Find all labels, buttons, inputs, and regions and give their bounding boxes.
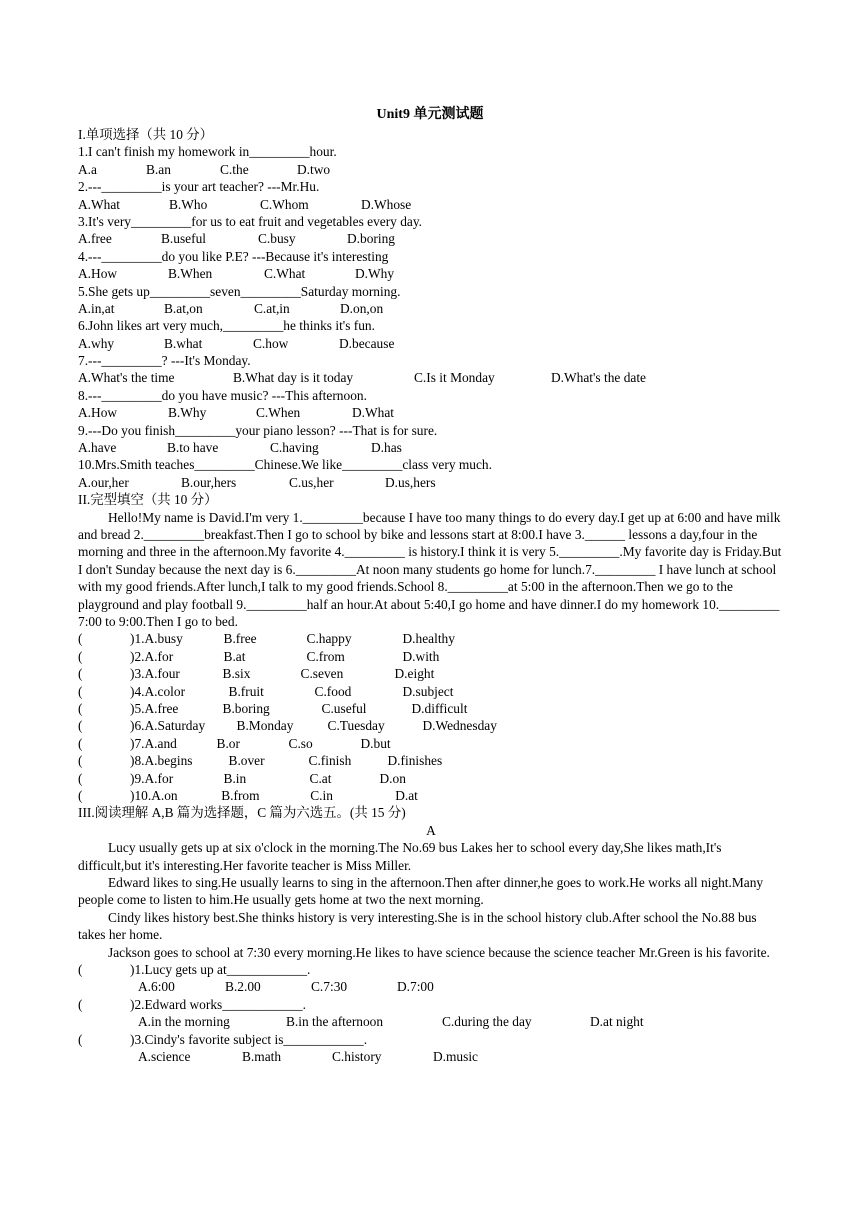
option: B.2.00 — [225, 979, 261, 995]
option: B.six — [222, 666, 251, 682]
s1-q8-options — [78, 404, 784, 421]
option: B.an — [146, 161, 171, 177]
reading-paragraph: Lucy usually gets up at six o'clock in the morning.The No.69 bus Lakes her to school every day,She likes math,It's difficult,but it's interesting.Her favorite teacher is Miss Miller. — [78, 840, 722, 873]
answer-paren: ( — [78, 961, 83, 977]
reading-paragraph: Jackson goes to school at 7:30 every morning.He likes to have science because the science teacher Mr.Green is his favorite. — [108, 944, 770, 960]
option: B.in — [223, 770, 247, 786]
option: A.our,her — [78, 474, 129, 490]
reading-paragraph: Edward likes to sing.He usually learns to sing in the afternoon.Then after dinner,he goes to work.He works all night.Many people come to listen to him.He usually gets home at two the next morning. — [78, 874, 764, 908]
option: B.from — [221, 787, 260, 803]
reading-question — [78, 996, 784, 1013]
answer-paren: ( — [78, 753, 83, 769]
option: A.What's the time — [78, 370, 175, 386]
option: C.Whom — [260, 196, 309, 212]
option: B.math — [242, 1048, 282, 1064]
option: D.eight — [394, 666, 435, 682]
option: C.during the day — [442, 1014, 532, 1030]
document-title: Unit9 单元测试题 — [376, 107, 484, 122]
section1-heading: I.单项选择（共 10 分） — [78, 127, 214, 142]
option: D.on — [379, 770, 406, 786]
option: C.from — [306, 648, 345, 664]
option: C.history — [332, 1048, 382, 1064]
item-number: )6. — [130, 718, 145, 734]
s1-q2-stem: 2.---_________is your art teacher? ---Mr.Hu. — [78, 179, 320, 195]
section3-heading: III.阅读理解 A,B 篇为选择题，C 篇为六选五。(共 15 分) — [78, 805, 406, 821]
s1-q6-stem: 6.John likes art very much,_________he thinks it's fun. — [78, 318, 375, 334]
s1-q3-options — [78, 230, 784, 247]
cloze-item — [78, 683, 784, 700]
option: A.for — [144, 770, 174, 786]
answer-paren: ( — [78, 735, 83, 751]
option: D.two — [297, 161, 331, 177]
option: C.how — [253, 335, 289, 351]
option: B.free — [223, 631, 257, 647]
s1-q3-stem: 3.It's very_________for us to eat fruit and vegetables every day. — [78, 213, 423, 229]
option: D.on,on — [340, 300, 384, 316]
s1-q5-stem: 5.She gets up_________seven_________Saturday morning. — [78, 283, 401, 299]
option: C.seven — [300, 666, 344, 682]
item-number: )1. — [130, 631, 145, 647]
option: B.to have — [167, 440, 219, 456]
item-number: )9. — [130, 770, 145, 786]
option: C.at,in — [254, 300, 290, 316]
cloze-passage: Hello!My name is David.I'm very 1._________because I have too many things to do every day.I get up at 6:00 and have milk and bread 2._________breakfast.Then I go to school by bike and lessons start at 8:00.I have 3.______ lessons a day,four in the morning and three in the afternoon.My favorite 4._________ is history.I think it is very 5._________.My favorite day is Friday.But I don't Sunday because the next day is 6._________At noon many students go home for lunch.7._________ I have lunch at school with my good friends.After lunch,I talk to my good friends.School 8._________at 5:00 in the afternoon.Then we go to the playground and play football 9._________half an hour.At about 5:40,I go home and have dinner.I do my homework 10._________ 7:00 to 9:00.Then I go to bed. — [78, 509, 782, 630]
option: D.finishes — [387, 753, 443, 769]
s1-q1-stem: 1.I can't finish my homework in_________hour. — [78, 144, 337, 160]
option: C.finish — [308, 753, 352, 769]
option: C.food — [314, 683, 352, 699]
option: C.Is it Monday — [414, 370, 495, 386]
s1-q5-options — [78, 300, 784, 317]
section2-heading: II.完型填空（共 10 分） — [78, 492, 218, 508]
option: D.Whose — [361, 196, 412, 212]
option: A.why — [78, 335, 115, 351]
option: B.What day is it today — [233, 370, 354, 386]
option: C.Tuesday — [327, 718, 385, 734]
item-number: )8. — [130, 753, 145, 769]
option: D.with — [402, 648, 440, 664]
cloze-item — [78, 700, 784, 717]
cloze-item — [78, 648, 784, 665]
s1-q6-options — [78, 335, 784, 352]
question-stem: )2.Edward works____________. — [130, 996, 306, 1012]
answer-paren: ( — [78, 648, 83, 664]
option: A.four — [144, 666, 180, 682]
option: A.color — [144, 683, 186, 699]
answer-paren: ( — [78, 787, 83, 803]
option: C.in — [310, 787, 333, 803]
reading-question — [78, 961, 784, 978]
option: C.us,her — [289, 474, 334, 490]
option: D.at night — [590, 1014, 644, 1030]
option: B.Who — [169, 196, 208, 212]
option: C.the — [220, 161, 249, 177]
option: A.in,at — [78, 300, 115, 316]
question-stem: )3.Cindy's favorite subject is____________. — [130, 1031, 368, 1047]
cloze-item — [78, 665, 784, 682]
option: A.a — [78, 161, 97, 177]
option: B.Monday — [236, 718, 294, 734]
answer-paren: ( — [78, 718, 83, 734]
option: D.boring — [347, 231, 395, 247]
option: C.7:30 — [311, 979, 348, 995]
option: A.on — [151, 787, 178, 803]
option: B.in the afternoon — [286, 1014, 384, 1030]
reading-paragraph: Cindy likes history best.She thinks history is very interesting.She is in the school history club.After school the No.88 bus takes her home. — [78, 909, 757, 943]
option: A.How — [78, 405, 118, 421]
option: A.have — [78, 440, 117, 456]
s1-q10-stem: 10.Mrs.Smith teaches_________Chinese.We like_________class very much. — [78, 457, 492, 473]
s1-q4-stem: 4.---_________do you like P.E? ---Because it's interesting — [78, 248, 389, 264]
answer-paren: ( — [78, 1031, 83, 1047]
cloze-item — [78, 787, 784, 804]
option: C.useful — [321, 701, 367, 716]
option: C.busy — [258, 231, 296, 247]
option: D.What's the date — [551, 370, 646, 386]
option: D.difficult — [411, 701, 468, 716]
reading-options — [78, 1048, 784, 1065]
cloze-item — [78, 735, 784, 752]
passage-label: A — [426, 822, 436, 838]
option: D.has — [371, 440, 402, 456]
item-number: )10. — [130, 787, 152, 803]
item-number: )2. — [130, 648, 145, 664]
s1-q10-options — [78, 474, 784, 491]
option: B.fruit — [228, 683, 264, 699]
option: D.at — [395, 787, 418, 803]
s1-q7-options — [78, 369, 784, 386]
answer-paren: ( — [78, 683, 83, 699]
option: B.what — [164, 335, 203, 351]
option: B.or — [216, 735, 240, 751]
option: C.at — [309, 770, 332, 786]
option: D.music — [433, 1048, 479, 1064]
s1-q9-options — [78, 439, 784, 456]
option: C.What — [264, 266, 306, 282]
s1-q7-stem: 7.---_________? ---It's Monday. — [78, 353, 251, 369]
option: D.because — [339, 335, 395, 351]
option: C.having — [270, 440, 319, 456]
s1-q1-options — [78, 161, 784, 178]
option: A.free — [78, 231, 112, 247]
option: C.When — [256, 405, 301, 421]
option: B.over — [228, 753, 265, 769]
option: C.so — [288, 735, 313, 751]
option: B.at — [223, 648, 246, 664]
answer-paren: ( — [78, 701, 83, 716]
document-content — [78, 126, 784, 1065]
option: D.us,hers — [385, 474, 436, 490]
option: D.7:00 — [397, 979, 434, 995]
reading-question — [78, 1031, 784, 1048]
cloze-item — [78, 770, 784, 787]
option: D.What — [352, 405, 395, 421]
option: D.healthy — [402, 631, 455, 647]
option: A.in the morning — [138, 1014, 230, 1030]
option: A.and — [144, 735, 177, 751]
option: A.What — [78, 196, 121, 212]
s1-q8-stem: 8.---_________do you have music? ---This afternoon. — [78, 387, 367, 403]
item-number: )3. — [130, 666, 145, 682]
item-number: )5. — [130, 701, 145, 716]
s1-q2-options — [78, 196, 784, 213]
answer-paren: ( — [78, 996, 83, 1012]
option: A.busy — [144, 631, 183, 647]
cloze-item — [78, 630, 784, 647]
option: C.happy — [306, 631, 352, 647]
option: A.Saturday — [144, 718, 206, 734]
answer-paren: ( — [78, 770, 83, 786]
answer-paren: ( — [78, 666, 83, 682]
option: D.Why — [355, 266, 395, 282]
answer-paren: ( — [78, 631, 83, 647]
option: A.How — [78, 266, 118, 282]
item-number: )4. — [130, 683, 145, 699]
option: A.science — [138, 1048, 191, 1064]
s1-q4-options — [78, 265, 784, 282]
item-number: )7. — [130, 735, 145, 751]
option: B.boring — [222, 701, 270, 716]
question-stem: )1.Lucy gets up at____________. — [130, 961, 311, 977]
cloze-item — [78, 752, 784, 769]
reading-options — [78, 978, 784, 995]
option: D.subject — [402, 683, 454, 699]
reading-options — [78, 1013, 784, 1030]
option: B.When — [168, 266, 213, 282]
cloze-item — [78, 717, 784, 734]
option: D.but — [360, 735, 391, 751]
option: D.Wednesday — [422, 718, 497, 734]
s1-q9-stem: 9.---Do you finish_________your piano lesson? ---That is for sure. — [78, 422, 438, 438]
option: B.at,on — [164, 300, 203, 316]
option: B.useful — [161, 231, 207, 247]
option: B.our,hers — [181, 474, 237, 490]
option: A.begins — [144, 753, 193, 769]
option: B.Why — [168, 405, 207, 421]
option: A.for — [144, 648, 174, 664]
option: A.free — [144, 701, 179, 716]
option: A.6:00 — [138, 979, 175, 995]
